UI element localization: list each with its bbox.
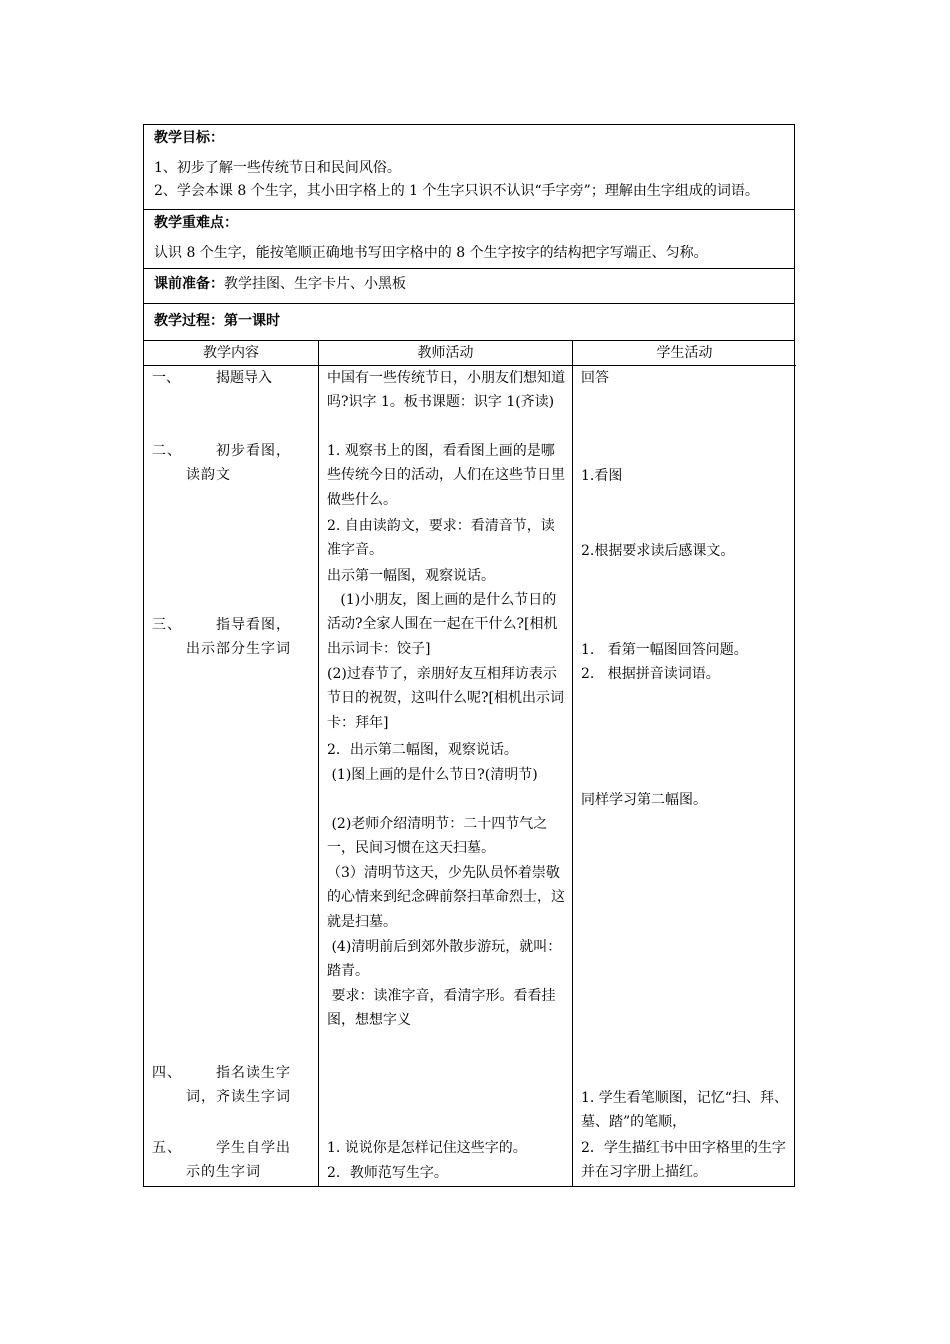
student-text-6: 同样学习第二幅图。 — [581, 792, 707, 808]
teacher-text-11: (4)清明前后到郊外散步游玩，就叫：踏青。 — [327, 939, 562, 980]
step-title-cont: 出示部分生字词 — [186, 641, 291, 658]
content-step-3 — [152, 613, 312, 662]
key-points-title: 教学重难点： — [154, 215, 238, 231]
student-text-3: 2.根据要求读后感课文。 — [581, 543, 735, 559]
step-number: 二、 — [152, 443, 182, 459]
step-title: 揭题导入 — [216, 370, 272, 386]
header-content: 教学内容 — [144, 341, 319, 366]
teacher-text-5: (1)小朋友，图上画的是什么节日的活动?全家人围在一起在干什么?[相机出示词卡：饺子] — [327, 592, 558, 657]
teacher-text-9: (2)老师介绍清明节：二十四节气之一，民间习惯在这天扫墓。 — [327, 816, 548, 857]
process-section — [144, 304, 794, 340]
objectives-line-1: 1、初步了解一些传统节日和民间风俗。 — [154, 160, 401, 176]
content-step-1 — [152, 366, 312, 390]
step-number: 三、 — [152, 617, 182, 633]
step-title-cont: 词，齐读生字词 — [186, 1089, 291, 1106]
teacher-text-2: 1. 观察书上的图，看看图上画的是哪些传统今日的活动，人们在这些节日里做些什么。 — [327, 443, 565, 508]
teacher-text-7: 2．出示第二幅图，观察说话。 — [327, 742, 518, 758]
step-title: 指导看图， — [216, 617, 291, 633]
student-text-2: 1.看图 — [581, 468, 623, 484]
preparation-section — [144, 269, 794, 304]
teacher-text-14: 2．教师范写生字。 — [327, 1165, 448, 1181]
step-number: 一、 — [152, 370, 180, 386]
teacher-text-13: 1. 说说你是怎样记住这些字的。 — [327, 1140, 527, 1156]
header-teacher: 教师活动 — [319, 341, 573, 366]
student-text-5: 2. 根据拼音读词语。 — [581, 666, 720, 682]
objectives-section — [144, 125, 794, 210]
teacher-text-6: (2)过春节了，亲朋好友互相拜访表示节日的祝贺，这叫什么呢?[相机出示词卡：拜年] — [327, 666, 564, 731]
teacher-text-10: （3）清明节这天，少先队员怀着崇敬的心情来到纪念碑前祭扫革命烈士，这就是扫墓。 — [327, 865, 565, 930]
teacher-text-4: 出示第一幅图，观察说话。 — [327, 568, 495, 584]
student-text-1: 回答 — [581, 370, 609, 386]
content-step-5 — [152, 1136, 312, 1185]
objectives-title: 教学目标： — [154, 130, 224, 146]
activity-table — [144, 340, 794, 1186]
header-student: 学生活动 — [573, 341, 796, 366]
teacher-text-12: 要求：读准字音，看清字形。看看挂图，想想字义 — [327, 988, 556, 1029]
student-text-4: 1. 看第一幅图回答问题。 — [581, 642, 748, 658]
student-column — [573, 366, 796, 1186]
objectives-line-2: 2、学会本课 8 个生字，其小田字格上的 1 个生字只识不认识“手字旁”；理解由生字组成的词语。 — [154, 183, 759, 199]
step-title-cont: 读韵文 — [186, 467, 231, 484]
step-title: 初步看图， — [216, 443, 291, 459]
lesson-plan-table — [143, 124, 795, 1187]
student-text-8: 2．学生描红书中田字格里的生字并在习字册上描红。 — [581, 1140, 786, 1181]
student-text-7: 1. 学生看笔顺图，记忆“扫、拜、墓、踏”的笔顺， — [581, 1090, 788, 1131]
teacher-text-3: 2. 自由读韵文，要求：看清音节，读准字音。 — [327, 518, 555, 559]
process-label: 教学过程：第一课时 — [154, 313, 280, 329]
content-step-4 — [152, 1061, 312, 1110]
teacher-text-8: (1)图上画的是什么节日?(清明节) — [327, 767, 538, 783]
preparation-label: 课前准备： — [154, 276, 224, 292]
step-title: 学生自学出 — [216, 1140, 291, 1156]
key-points-text: 认识 8 个生字，能按笔顺正确地书写田字格中的 8 个生字按字的结构把字写端正、匀称。 — [154, 245, 708, 261]
content-column — [144, 366, 319, 1186]
step-title-cont: 示的生字词 — [186, 1164, 261, 1181]
lesson-plan — [143, 124, 795, 1187]
teacher-text-1: 中国有一些传统节日，小朋友们想知道吗?识字 1。板书课题：识字 1(齐读) — [327, 370, 565, 411]
key-points-section — [144, 210, 794, 269]
teacher-column — [319, 366, 573, 1186]
content-step-2 — [152, 439, 312, 488]
step-number: 四、 — [152, 1065, 182, 1081]
preparation-text: 教学挂图、生字卡片、小黑板 — [224, 276, 406, 292]
step-number: 五、 — [152, 1140, 182, 1156]
step-title: 指名读生字 — [216, 1065, 291, 1081]
